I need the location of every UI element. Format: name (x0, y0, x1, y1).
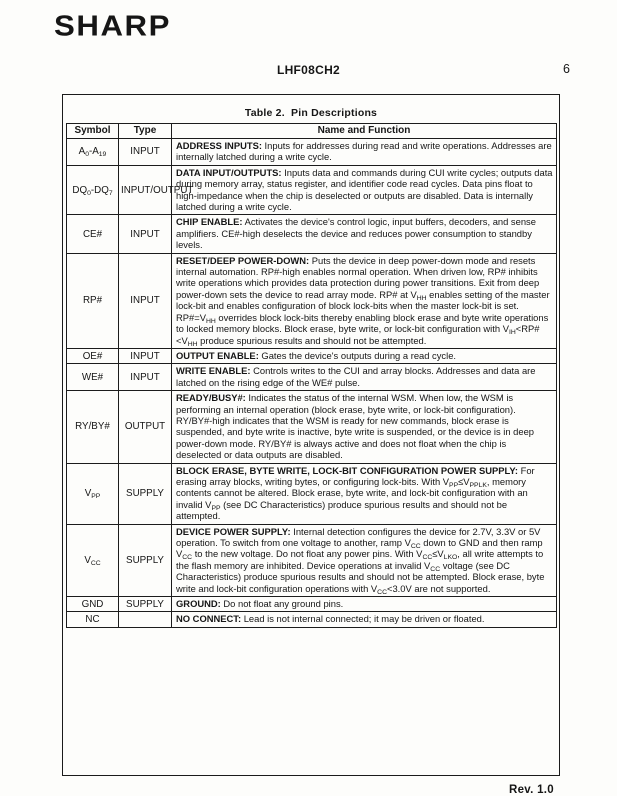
pin-symbol: OE# (67, 348, 119, 363)
part-number: LHF08CH2 (276, 63, 341, 77)
pin-type: INPUT (119, 348, 172, 363)
table-row (67, 597, 557, 612)
table-body (67, 139, 557, 628)
pin-symbol: $V_{CC}$ (67, 524, 119, 596)
column-header-symbol: Symbol (67, 124, 119, 139)
pin-symbol: CE# (67, 215, 119, 253)
pin-type: INPUT (119, 215, 172, 253)
content-border-box (62, 94, 560, 776)
sharp-logo: SHARP (54, 11, 172, 43)
pin-symbol: GND (67, 597, 119, 612)
table-row (67, 165, 557, 215)
pin-symbol: RY/BY# (67, 391, 119, 463)
table-row (67, 139, 557, 166)
revision-label: Rev. 1.0 (508, 784, 554, 796)
pin-symbol: RP# (67, 253, 119, 348)
table-row (67, 463, 557, 524)
pin-symbol: $V_{PP}$ (67, 463, 119, 524)
table-header-row (67, 124, 557, 139)
table-row (67, 524, 557, 596)
pin-description: GROUND: Do not float any ground pins. (172, 597, 557, 612)
table-row (67, 215, 557, 253)
table-row (67, 612, 557, 627)
pin-description: RESET/DEEP POWER-DOWN: Puts the device in deep power-down mode and resets internal automation. RP#-high enables normal operation. When driven low, RP# inhibits write operations which provides data protection during power transitions. Exit from deep power-down sets the device to read array mode. RP# at $V_{HH}$ enables setting of the master lock-bit and enables configuration of block lock-bits when the master lock-bit is set. $RP\#=V_{HH}$ overrides block lock-bits thereby enabling block erase and byte write operations to locked memory blocks. Block erase, byte write, or lock-bit configuration with $V_{IH}<RP\#<V_{HH}$ produce spurious results and should not be attempted. (172, 253, 557, 348)
pin-symbol: $DQ_0-DQ_7$ (67, 165, 119, 215)
pin-type: INPUT (119, 139, 172, 166)
table-title: Table 2. Pin Descriptions (244, 107, 378, 119)
table-row (67, 253, 557, 348)
pin-description: DEVICE POWER SUPPLY: Internal detection configures the device for 2.7V, 3.3V or 5V operation. To switch from one voltage to another, ramp $V_{CC}$ down to GND and then ramp $V_{CC}$ to the new voltage. Do not float any power pins. With $V_{CC}\le V_{LKO}$, all write attempts to the flash memory are inhibited. Device operations at invalid $V_{CC}$ voltage (see DC Characteristics) produce spurious results and should not be attempted. Block erase, byte write and lock-bit configuration operations with $V_{CC}<3.0V$ are not supported. (172, 524, 557, 596)
pin-descriptions-table (66, 123, 557, 628)
pin-description: NO CONNECT: Lead is not internal connected; it may be driven or floated. (172, 612, 557, 627)
pin-type: SUPPLY (119, 597, 172, 612)
pin-type: SUPPLY (119, 463, 172, 524)
page-number: 6 (563, 62, 570, 76)
column-header-name-function: Name and Function (172, 124, 557, 139)
pin-description: CHIP ENABLE: Activates the device's control logic, input buffers, decoders, and sense amplifiers. CE#-high deselects the device and reduces power consumption to standby levels. (172, 215, 557, 253)
pin-description: READY/BUSY#: Indicates the status of the internal WSM. When low, the WSM is performing an internal operation (block erase, byte write, or lock-bit configuration). RY/BY#-high indicates that the WSM is ready for new commands, block erase is suspended, and byte write is inactive, byte write is suspended, or the device is in deep power-down mode. RY/BY# is always active and does not float when the chip is deselected or data outputs are disabled. (172, 391, 557, 463)
table-row (67, 391, 557, 463)
pin-description: ADDRESS INPUTS: Inputs for addresses during read and write operations. Addresses are internally latched during a write cycle. (172, 139, 557, 166)
pin-symbol: WE# (67, 364, 119, 391)
pin-type: INPUT (119, 253, 172, 348)
table-row (67, 348, 557, 363)
pin-description: WRITE ENABLE: Controls writes to the CUI and array blocks. Addresses and data are latched on the rising edge of the WE# pulse. (172, 364, 557, 391)
table-row (67, 364, 557, 391)
pin-description: OUTPUT ENABLE: Gates the device's outputs during a read cycle. (172, 348, 557, 363)
pin-type: INPUT (119, 364, 172, 391)
pin-type: INPUT/OUTPUT (119, 165, 172, 215)
pin-type (119, 612, 172, 627)
pin-description: BLOCK ERASE, BYTE WRITE, LOCK-BIT CONFIGURATION POWER SUPPLY: For erasing array blocks, writing bytes, or configuring lock-bits. With $V_{PP}\le V_{PPLK}$, memory contents cannot be altered. Block erase, byte write, and lock-bit configuration with an invalid $V_{PP}$ (see DC Characteristics) produce spurious results and should not be attempted. (172, 463, 557, 524)
pin-type: OUTPUT (119, 391, 172, 463)
column-header-type: Type (119, 124, 172, 139)
pin-type: SUPPLY (119, 524, 172, 596)
pin-description: DATA INPUT/OUTPUTS: Inputs data and commands during CUI write cycles; outputs data during memory array, status register, and identifier code read cycles. Data pins float to high-impedance when the chip is deselected or outputs are disabled. Data is internally latched during a write cycle. (172, 165, 557, 215)
pin-symbol: NC (67, 612, 119, 627)
pin-symbol: $A_0-A_{19}$ (67, 139, 119, 166)
